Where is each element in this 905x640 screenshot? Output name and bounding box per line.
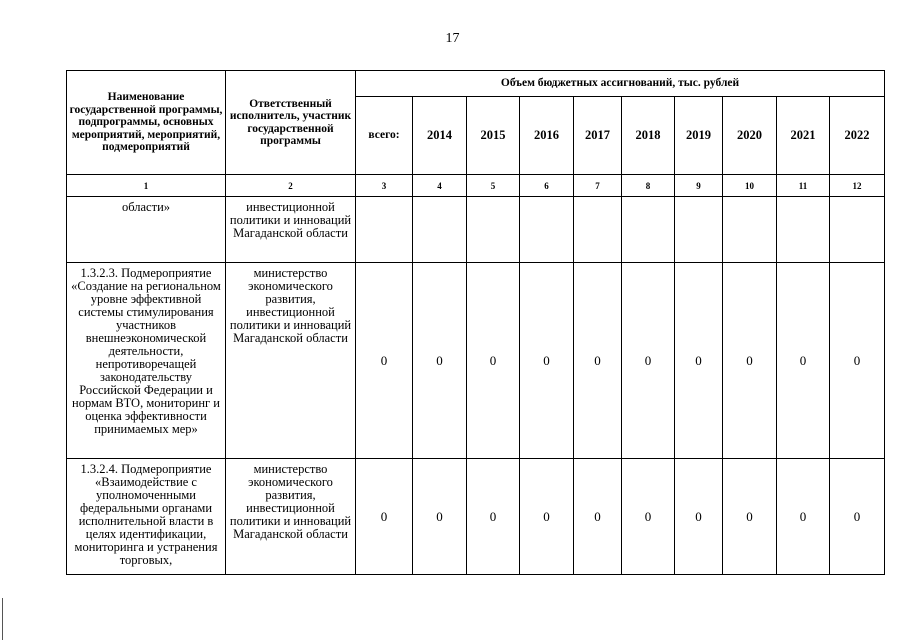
column-number: 5	[467, 175, 520, 197]
row-value: 0	[356, 263, 413, 459]
column-number: 9	[675, 175, 723, 197]
column-number: 7	[574, 175, 622, 197]
row-value	[723, 197, 777, 263]
page-number: 17	[445, 31, 460, 46]
row-value: 0	[413, 263, 467, 459]
row-value: 0	[777, 263, 830, 459]
header-year: 2021	[777, 97, 830, 175]
column-number: 3	[356, 175, 413, 197]
row-value	[574, 197, 622, 263]
header-year: 2017	[574, 97, 622, 175]
row-value: 0	[777, 459, 830, 575]
row-value: 0	[723, 459, 777, 575]
table-row	[67, 197, 885, 263]
column-number: 8	[622, 175, 675, 197]
row-responsible: министерство экономического развития, инвестиционной политики и инноваций Магаданской области	[226, 263, 356, 459]
header-program-name: Наименование государственной программы, подпрограммы, основных мероприятий, мероприятий, подмероприятий	[67, 71, 226, 175]
header-year: 2019	[675, 97, 723, 175]
row-value: 0	[675, 459, 723, 575]
column-number: 2	[226, 175, 356, 197]
scan-edge-mark	[2, 598, 3, 640]
column-number-row	[67, 175, 885, 197]
row-value	[356, 197, 413, 263]
row-value	[622, 197, 675, 263]
row-name: 1.3.2.3. Подмероприятие «Создание на региональном уровне эффективной системы стимулирования участников внешнеэкономической деятельности, непротиворечащей законодательству Российской Федерации и нормам ВТО, мониторинг и оценка эффективности принимаемых мер»	[67, 263, 226, 459]
row-value: 0	[520, 263, 574, 459]
column-number: 1	[67, 175, 226, 197]
row-value: 0	[830, 263, 885, 459]
row-value: 0	[622, 263, 675, 459]
row-value: 0	[356, 459, 413, 575]
row-value	[675, 197, 723, 263]
row-value: 0	[574, 459, 622, 575]
column-number: 10	[723, 175, 777, 197]
row-value: 0	[467, 459, 520, 575]
column-number: 4	[413, 175, 467, 197]
table-row	[67, 263, 885, 459]
row-value: 0	[723, 263, 777, 459]
row-value: 0	[574, 263, 622, 459]
row-value: 0	[675, 263, 723, 459]
header-total: всего:	[356, 97, 413, 175]
header-year: 2015	[467, 97, 520, 175]
row-value: 0	[622, 459, 675, 575]
row-name: области»	[67, 197, 226, 263]
row-value	[830, 197, 885, 263]
header-responsible: Ответственный исполнитель, участник государственной программы	[226, 71, 356, 175]
row-value: 0	[520, 459, 574, 575]
row-value	[413, 197, 467, 263]
column-number: 11	[777, 175, 830, 197]
row-value: 0	[830, 459, 885, 575]
header-year: 2020	[723, 97, 777, 175]
row-value: 0	[467, 263, 520, 459]
header-year: 2014	[413, 97, 467, 175]
header-year: 2022	[830, 97, 885, 175]
row-responsible: министерство экономического развития, инвестиционной политики и инноваций Магаданской области	[226, 459, 356, 575]
column-number: 12	[830, 175, 885, 197]
row-value: 0	[413, 459, 467, 575]
row-value	[520, 197, 574, 263]
row-value	[777, 197, 830, 263]
header-year: 2018	[622, 97, 675, 175]
budget-table	[66, 70, 885, 575]
row-responsible: инвестиционной политики и инноваций Магаданской области	[226, 197, 356, 263]
header-year: 2016	[520, 97, 574, 175]
row-name: 1.3.2.4. Подмероприятие «Взаимодействие с уполномоченными федеральными органами исполнительной власти в целях идентификации, мониторинга и устранения торговых,	[67, 459, 226, 575]
table-row	[67, 459, 885, 575]
row-value	[467, 197, 520, 263]
column-number: 6	[520, 175, 574, 197]
header-budget-group: Объем бюджетных ассигнований, тыс. рублей	[356, 71, 885, 97]
